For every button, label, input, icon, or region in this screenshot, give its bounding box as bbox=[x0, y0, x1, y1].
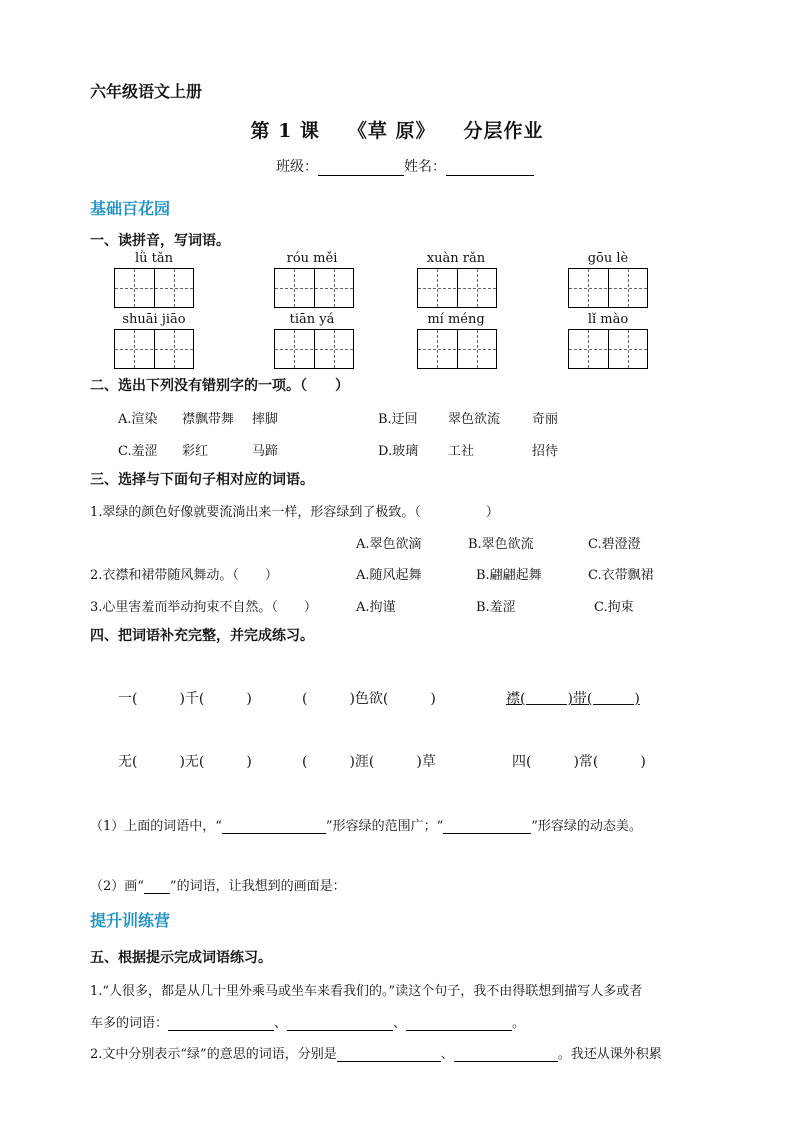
writing-grid-6[interactable] bbox=[274, 329, 354, 369]
q3-sentence-2: 2.衣襟和裙带随风舞动。（ ） bbox=[90, 568, 278, 583]
class-label: 班级： bbox=[276, 159, 318, 175]
q2-option-b: B.迂回 bbox=[378, 412, 418, 427]
q5-heading: 五、根据提示完成词语练习。 bbox=[90, 950, 272, 966]
q3-sentence-1: 1.翠绿的颜色好像就要流淌出来一样，形容绿到了极致。（ ） bbox=[90, 505, 499, 520]
writing-grid-8[interactable] bbox=[568, 329, 648, 369]
q4-part-2: （2）画“ ”的词语，让我想到的画面是： bbox=[90, 879, 346, 894]
q4-heading: 四、把词语补充完整，并完成练习。 bbox=[90, 628, 314, 644]
idiom-blank-5[interactable]: ( )涯( )草 bbox=[302, 754, 436, 770]
pinyin-8: lǐ mào bbox=[587, 312, 629, 327]
q2-option-a-word2: 襟飘带舞 bbox=[182, 412, 235, 427]
idiom-blank-6[interactable]: 四( )常( ) bbox=[512, 754, 646, 770]
q5-blank-3[interactable] bbox=[406, 1015, 512, 1031]
q3-s1-opt-b: B.翠色欲流 bbox=[468, 537, 534, 552]
q3-s2-opt-a: A.随风起舞 bbox=[356, 568, 422, 583]
grade-label: 六年级语文上册 bbox=[90, 82, 203, 101]
q3-sentence-3: 3.心里害羞而举动拘束不自然。（ ） bbox=[90, 600, 317, 615]
q1-heading: 一、读拼音，写词语。 bbox=[90, 233, 230, 249]
lesson-number: 第 1 课 bbox=[250, 120, 320, 142]
q5-blank-5[interactable] bbox=[454, 1046, 558, 1062]
writing-grid-4[interactable] bbox=[568, 268, 648, 308]
q2-option-a: A.渲染 bbox=[118, 412, 158, 427]
q2-option-b-word3: 奇丽 bbox=[532, 412, 559, 427]
q5-line-2: 车多的词语： 、 、 。 bbox=[90, 1016, 526, 1031]
name-blank[interactable] bbox=[446, 160, 534, 176]
writing-grid-7[interactable] bbox=[417, 329, 497, 369]
pinyin-6: tiān yá bbox=[289, 312, 335, 327]
q5-blank-1[interactable] bbox=[168, 1015, 274, 1031]
q4-p1-blank-1[interactable] bbox=[222, 818, 326, 834]
q2-option-c: C.羞涩 bbox=[118, 444, 158, 459]
q4-p1-blank-2[interactable] bbox=[443, 818, 531, 834]
q3-s2-opt-c: C.衣带飘裙 bbox=[588, 568, 654, 583]
q2-option-d-word2: 工社 bbox=[448, 444, 475, 459]
section-basic: 基础百花园 bbox=[90, 199, 171, 218]
pinyin-5: shuāi jiāo bbox=[122, 312, 186, 327]
writing-grid-5[interactable] bbox=[114, 329, 194, 369]
pinyin-2: róu měi bbox=[286, 251, 338, 266]
idiom-blank-4[interactable]: 无( )无( ) bbox=[118, 754, 252, 770]
writing-grid-1[interactable] bbox=[114, 268, 194, 308]
lesson-title: 《草 原》 bbox=[347, 120, 436, 142]
q3-heading: 三、选择与下面句子相对应的词语。 bbox=[90, 472, 314, 488]
worksheet-subtitle: 分层作业 bbox=[463, 120, 544, 142]
q3-s3-opt-c: C.拘束 bbox=[594, 600, 634, 615]
q5-blank-2[interactable] bbox=[287, 1015, 393, 1031]
pinyin-4: gōu lè bbox=[587, 251, 629, 266]
q3-s3-opt-a: A.拘谨 bbox=[356, 600, 396, 615]
q2-option-c-word3: 马蹄 bbox=[252, 444, 279, 459]
page-title bbox=[0, 116, 794, 143]
pinyin-7: mí méng bbox=[427, 312, 485, 327]
idiom-blank-3[interactable]: 襟( )带( ) bbox=[506, 691, 640, 707]
q3-s2-opt-b: B.翩翩起舞 bbox=[476, 568, 542, 583]
q2-heading: 二、选出下列没有错别字的一项。（ ） bbox=[90, 378, 349, 394]
idiom-blank-2[interactable]: ( )色欲( ) bbox=[302, 691, 436, 707]
pinyin-1: lǜ tǎn bbox=[134, 251, 173, 266]
q2-option-b-word2: 翠色欲流 bbox=[448, 412, 501, 427]
q2-option-d: D.玻璃 bbox=[378, 444, 419, 459]
q2-option-d-word3: 招待 bbox=[532, 444, 559, 459]
writing-grid-2[interactable] bbox=[274, 268, 354, 308]
q5-blank-4[interactable] bbox=[337, 1046, 441, 1062]
q4-p2-blank bbox=[144, 878, 170, 894]
class-name-line bbox=[276, 156, 534, 176]
name-label: 姓名： bbox=[404, 159, 446, 175]
q2-option-c-word2: 彩红 bbox=[182, 444, 209, 459]
q5-line-1: 1.“人很多，都是从几十里外乘马或坐车来看我们的。”读这个句子，我不由得联想到描写人多或者 bbox=[90, 984, 643, 999]
section-advanced: 提升训练营 bbox=[90, 911, 171, 930]
pinyin-3: xuàn rǎn bbox=[426, 251, 486, 266]
q3-s3-opt-b: B.羞涩 bbox=[476, 600, 516, 615]
writing-grid-3[interactable] bbox=[417, 268, 497, 308]
class-blank[interactable] bbox=[318, 160, 404, 176]
q4-part-1: （1）上面的词语中，“ ”形容绿的范围广；“ ”形容绿的动态美。 bbox=[90, 819, 642, 834]
q2-option-a-word3: 摔脚 bbox=[252, 412, 279, 427]
idiom-blank-1[interactable]: 一( )千( ) bbox=[118, 691, 252, 707]
q3-s1-opt-a: A.翠色欲滴 bbox=[356, 537, 422, 552]
q3-s1-opt-c: C.碧澄澄 bbox=[588, 537, 641, 552]
q5-line-3: 2.文中分别表示“绿”的意思的词语，分别是 、 。我还从课外积累 bbox=[90, 1047, 662, 1062]
